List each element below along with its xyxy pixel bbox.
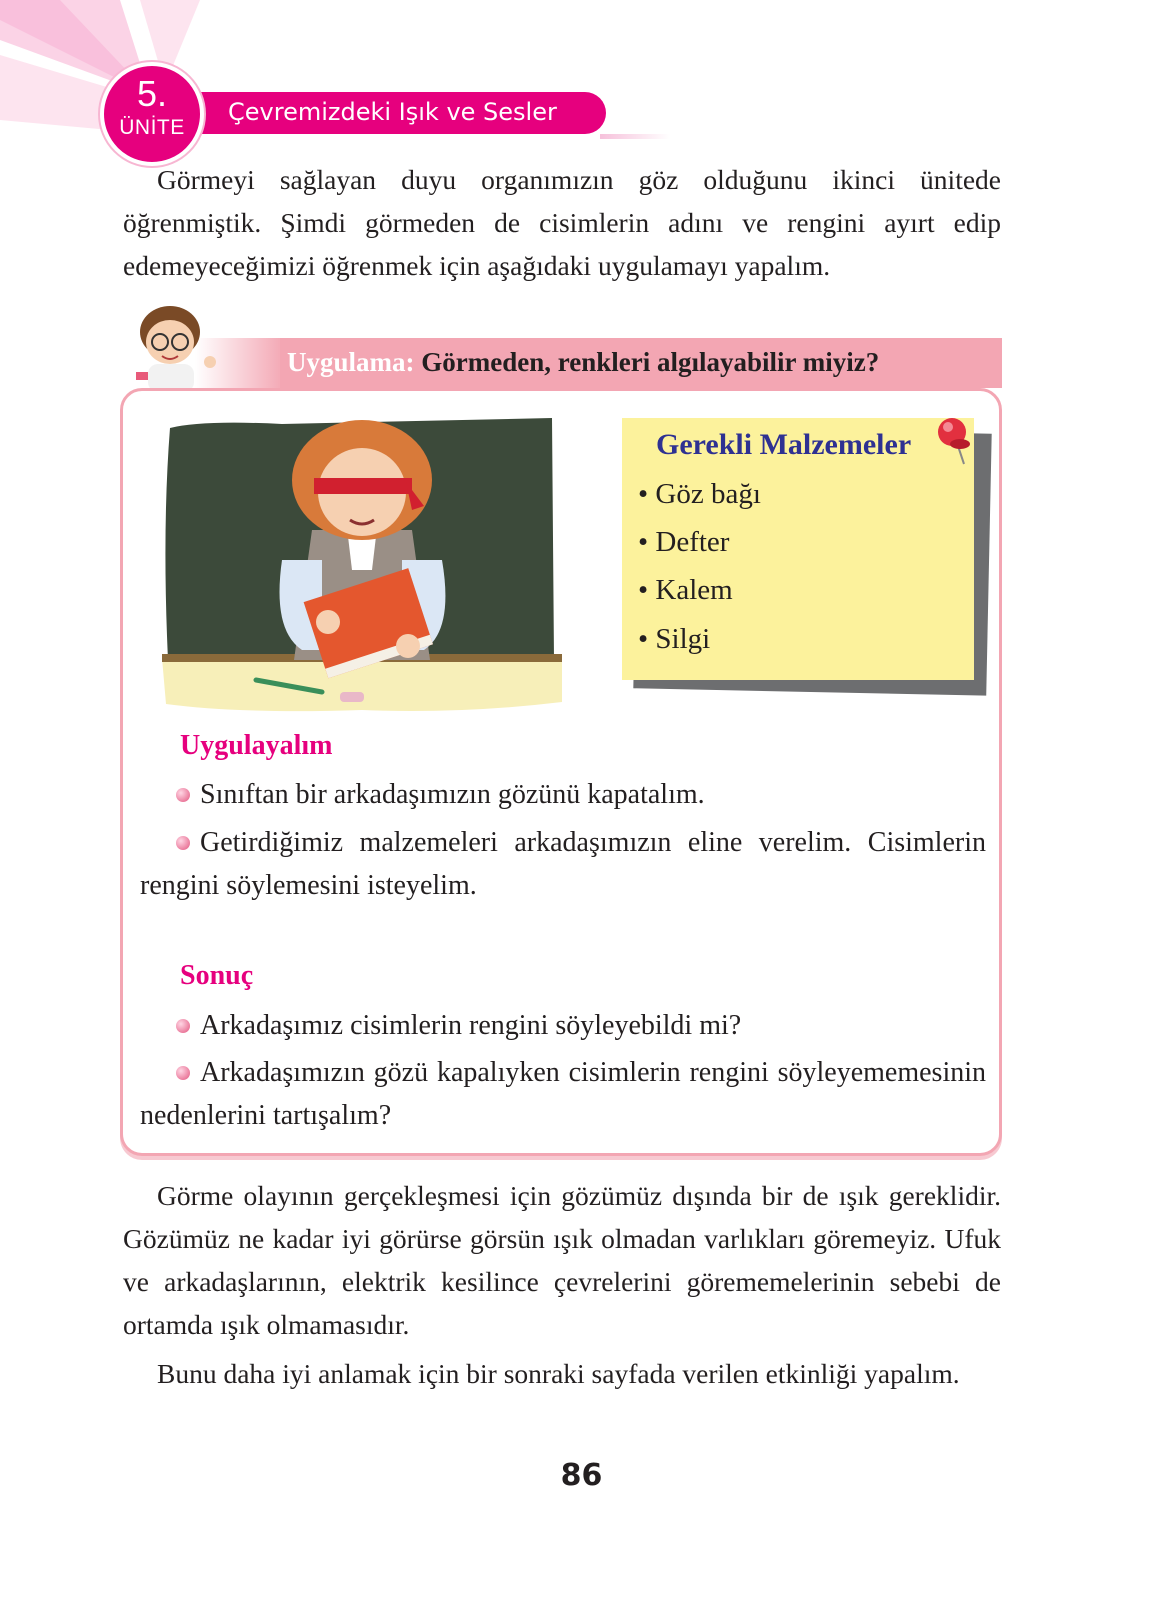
step-text: Getirdiğimiz malzemeleri arkadaşımızın eline verelim. Cisimlerin rengini söylemesini isteyelim. [140, 827, 986, 901]
activity-question: Görmeden, renkleri algılayabilir miyiz? [421, 347, 880, 377]
result-heading: Sonuç [180, 960, 254, 991]
material-item: • Defter [638, 526, 730, 558]
intro-paragraph: Görmeyi sağlayan duyu organımızın göz olduğunu ikinci ünitede öğrenmiştik. Şimdi görmeden de cisimlerin adını ve rengini ayırt edip edemeyeceğimizi öğrenmek için aşağıdaki uygulamayı yapalım. [123, 164, 1001, 281]
bullet-icon [176, 1019, 190, 1033]
boy-with-glasses-icon [128, 302, 224, 392]
unit-number: 5. [136, 73, 168, 114]
activity-label: Uygulama: [287, 347, 415, 377]
unit-word: ÜNİTE [119, 116, 185, 139]
materials-title: Gerekli Malzemeler [656, 428, 912, 461]
intro-text [123, 158, 1001, 287]
outro-paragraph-1: Görme olayının gerçekleşmesi için gözümüz dışında bir de ışık gereklidir. Gözümüz ne kadar iyi görürse görsün ışık olmadan varlıkları göremeyiz. Ufuk ve arkadaşlarının, elektrik kesilince çevrelerini görememelerinin sebebi de ortamda ışık olmamasıdır. [123, 1180, 1001, 1340]
material-item: • Göz bağı [638, 478, 761, 510]
step-text: Sınıftan bir arkadaşımızın gözünü kapatalım. [200, 779, 705, 810]
push-pin-icon [930, 410, 974, 466]
unit-title: Çevremizdeki Işık ve Sesler [228, 98, 557, 126]
outro-text [123, 1174, 1001, 1395]
outro-paragraph-2: Bunu daha iyi anlamak için bir sonraki sayfada verilen etkinliği yapalım. [157, 1358, 960, 1389]
result-item [140, 1051, 986, 1137]
result-text: Arkadaşımız cisimlerin rengini söyleyebildi mi? [200, 1010, 742, 1041]
bullet-icon [176, 788, 190, 802]
page-number: 86 [560, 1458, 603, 1493]
steps-heading: Uygulayalım [180, 730, 333, 761]
blindfolded-girl-illustration [162, 410, 562, 720]
bullet-icon [176, 1066, 190, 1080]
unit-badge [100, 62, 204, 166]
bullet-icon [176, 836, 190, 850]
step-item [176, 773, 986, 816]
unit-title-bar-tail [600, 134, 670, 139]
material-item: • Kalem [638, 574, 733, 606]
material-item: • Silgi [638, 623, 711, 655]
activity-title [287, 342, 879, 382]
step-item [140, 821, 986, 907]
result-item [176, 1004, 986, 1047]
result-text: Arkadaşımızın gözü kapalıyken cisimlerin rengini söyleyememesinin nedenlerini tartışalım? [140, 1057, 986, 1131]
